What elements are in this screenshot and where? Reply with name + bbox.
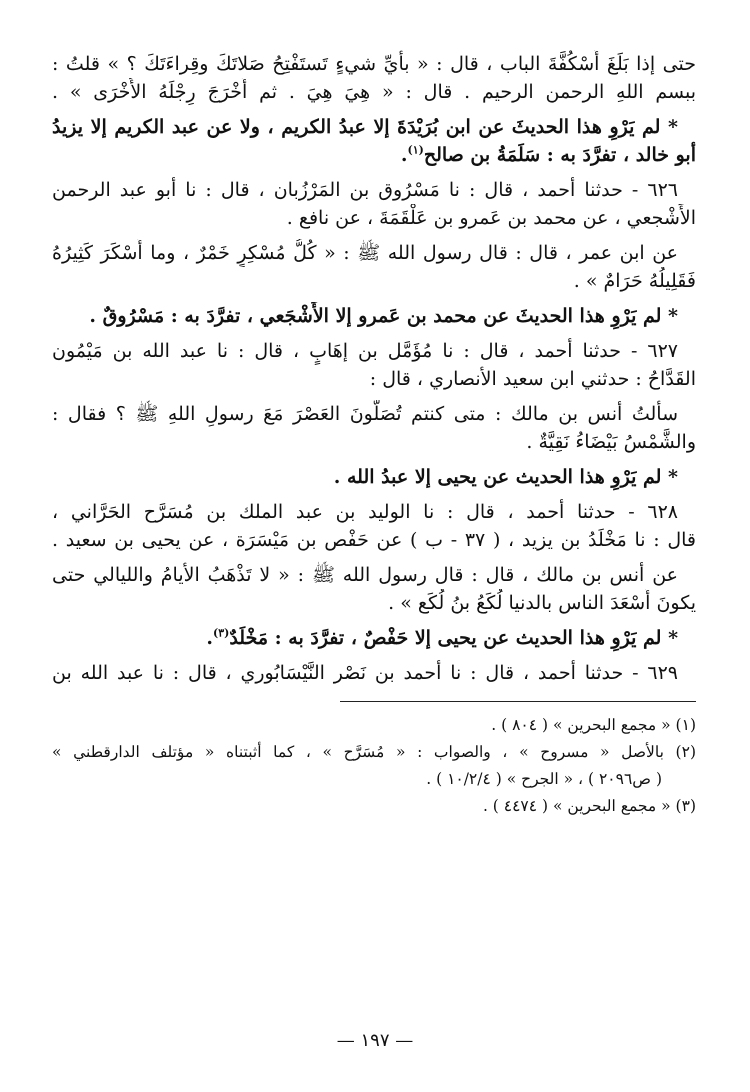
hadith-627-isnad: القَدَّاحُ : حدثني ابن سعيد الأنصاري ، قال : [369,368,696,390]
hadith-626-isnad: ٦٢٦ - حدثنا أحمد ، قال : نا مَسْرُوق بن المَرْزُبان ، قال : نا أبو عبد الرحمن [52,179,678,201]
footnote: ( ص٢٠٩٦ ) ، « الجرح » ( ١٠/٢/٤ ) . [426,770,662,788]
hadith-626-isnad: الأَشْجعي ، عن محمد بن عَمرو بن عَلْقَمَةَ ، عن نافع . [286,207,696,229]
hadith-note: أبو خالد ، تفرَّدَ به : سَلَمَةُ بن صالح$^{(١)}$. [400,143,696,166]
hadith-628-matn: يكونَ أَسْعَدَ الناس بالدنيا لُكَعُ بنُ لُكَع » . [388,592,696,614]
hadith-628-isnad: قال : نا مَخْلَدُ بن يزيد ، ( ٣٧ - ب ) عن حَفْص بن مَيْسَرَة ، عن يحيى بن سعيد . [52,529,696,551]
hadith-627-matn: والشَّمْسُ بَيْضَاءُ نَقِيَّةٌ . [526,431,696,453]
hadith-626-matn: فَقَلِيلُهُ حَرَامٌ » . [573,270,696,292]
hadith-note: * لم يَرْوِ هذا الحديثَ عن محمد بن عَمرو إلا الأَشْجَعي ، تفرَّدَ به : مَسْرُوقٌ . [89,305,678,327]
hadith-note: * لم يَرْوِ هذا الحديث عن يحيى إلا حَفْصٌ ، تفرَّدَ به : مَخْلَدٌ$^{(٣)}$. [206,626,678,649]
hadith-627-matn: سألتُ أنس بن مالك : متى كنتم تُصَلُّونَ العَصْرَ مَعَ رسولِ اللهِ ﷺ ؟ فقال : [52,403,678,425]
footnote: (٣) « مجمع البحرين » ( ٤٤٧٤ ) . [482,797,696,815]
footnote-ref: (٣) [212,626,230,640]
text-line: ببسم اللهِ الرحمن الرحيم . قال : « هِيَ هِيَ . ثم أَخْرَجَ رِجْلَهُ الأُخْرَى » . [52,81,696,103]
hadith-626-matn: عن ابن عمر ، قال : قال رسول الله ﷺ : « كُلُّ مُسْكِرٍ خَمْرٌ ، وما أَسْكَرَ كَثِيرُهُ [52,242,678,264]
hadith-note: * لم يَرْوِ هذا الحديث عن يحيى إلا عبدُ الله . [333,466,678,488]
footnote: (١) « مجمع البحرين » ( ٨٠٤ ) . [491,716,696,734]
text-line: حتى إذا بَلَغَ أُسْكُفَّةَ الباب ، قال : « بأيِّ شيءٍ تَستَفْتِحُ صَلاتَكَ وقِراءَتَكَ ؟ » قلتُ : [52,53,696,75]
hadith-note: * لم يَرْوِ هذا الحديثَ عن ابن بُرَيْدَةَ إلا عبدُ الكريم ، ولا عن عبد الكريم إلا يزيدُ [52,116,678,138]
hadith-629-isnad: ٦٢٩ - حدثنا أحمد ، قال : نا أحمد بن نَصْر النَّيْسَابُوري ، قال : نا عبد الله بن [52,662,678,684]
page-number: — ١٩٧ — [336,1030,414,1051]
hadith-627-isnad: ٦٢٧ - حدثنا أحمد ، قال : نا مُؤَمَّل بن إهَابٍ ، قال : نا عبد الله بن مَيْمُون [52,340,678,362]
footnote-ref: (١) [407,143,424,157]
footnote-divider [340,701,696,702]
hadith-628-matn: عن أنس بن مالك ، قال : قال رسول الله ﷺ : « لا تَذْهَبُ الأيامُ والليالي حتى [52,564,678,586]
hadith-628-isnad: ٦٢٨ - حدثنا أحمد ، قال : نا الوليد بن عبد الملك بن مُسَرَّح الحَرَّاني ، [52,501,678,523]
footnote: (٢) بالأصل « مسروح » ، والصواب : « مُسَرَّح » ، كما أثبتناه « مؤتلف الدارقطني » [52,743,696,761]
